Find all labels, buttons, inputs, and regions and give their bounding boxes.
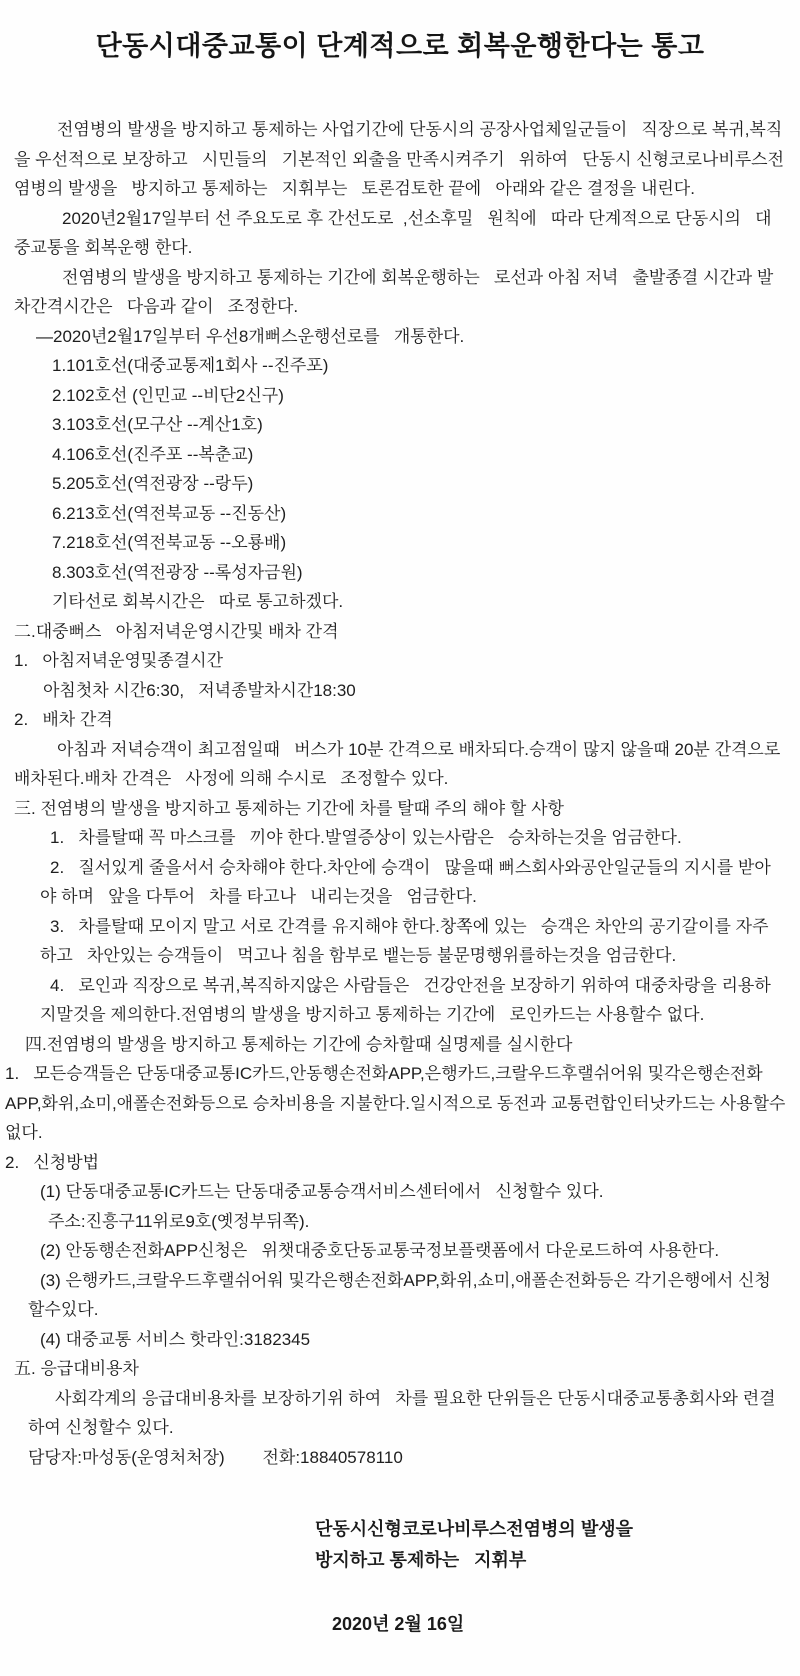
bus-route-item: 6.213호선(역전북교동 --진동산) [52, 503, 287, 523]
numbered-item: (3) 은행카드,크랄우드후랠쉬어워 및각은행손전화APP,화위,쇼미,애폴손전화등은 각기은행에서 신청할수있다. [28, 1270, 771, 1319]
numbered-item: 3. 차를탈때 모이지 말고 서로 간격를 유지해야 한다.창쪽에 있는 승객은 차안의 공기갈이를 자주 하고 차안있는 승객들이 먹고나 침을 함부로 뱉는등 불문명행위를하는것을 엄금한다. [40, 916, 774, 965]
bus-route-item: 4.106호선(진주포 --복춘교) [52, 444, 254, 464]
numbered-item: (2) 안동행손전화APP신청은 위챗대중호단동교통국정보플랫폼에서 다운로드하여 사용한다. [40, 1241, 720, 1260]
bus-route-item: 8.303호선(역전광장 --록성자금원) [52, 562, 303, 582]
document-line: 아침과 저녁승객이 최고점일때 버스가 10분 간격으로 배차되다.승객이 많지 않을때 20분 간격으로 배차된다.배차 간격은 사정에 의해 수시로 조정할수 있다. [14, 739, 785, 788]
document-line: 2020년2월17일부터 선 주요도로 후 간선도로 ,선소후밀 원칙에 따라 단계적으로 단동시의 대중교통을 회복운행 한다. [14, 208, 772, 257]
document-line: 기타선로 회복시간은 따로 통고하겠다. [52, 592, 344, 611]
section-heading: 二.대중뻐스 아침저녁운영시간및 배차 간격 [14, 621, 339, 641]
section-heading: 五. 응급대비용차 [14, 1359, 139, 1378]
signature-line: 방지하고 통제하는 지휘부 [315, 1550, 527, 1570]
numbered-item: 2. 배차 간격 [14, 710, 113, 729]
numbered-item: 4. 로인과 직장으로 복귀,복직하지않은 사람들은 건강안전을 보장하기 위하여 대중차랑을 리용하지말것을 제의한다.전염병의 발생을 방지하고 통제하는 기간에 로인카드는 사용할수 없다. [40, 975, 771, 1024]
signature-block [315, 1514, 786, 1576]
document-line: —2020년2월17일부터 우선8개뻐스운행선로를 개통한다. [36, 326, 465, 346]
numbered-item: (1) 단동대중교통IC카드는 단동대중교통승객서비스센터에서 신청할수 있다. [40, 1182, 604, 1201]
section-heading: 四.전염병의 발생을 방지하고 통제하는 기간에 승차할때 실명제를 실시한다 [25, 1034, 573, 1054]
numbered-item: 2. 질서있게 줄을서서 승차해야 한다.차안에 승객이 많을때 뻐스회사와공안일군들의 지시를 받아야 하며 앞을 다투어 차를 타고나 내리는것을 엄금한다. [40, 857, 771, 906]
bus-route-item: 2.102호선 (인민교 --비단2신구) [52, 385, 284, 405]
numbered-item: 1. 모든승객들은 단동대중교통IC카드,안동행손전화APP,은행카드,크랄우드후랠쉬어워 및각은행손전화APP,화위,쇼미,애폴손전화등으로 승차비용을 지불한다.일시적으로 동전과 교통련합인터낫카드는 사용할수 없다. [5, 1064, 791, 1142]
signature-line: 단동시신형코로나비루스전염병의 발생을 [315, 1519, 633, 1539]
bus-route-item: 5.205호선(역전광장 --랑두) [52, 474, 254, 493]
bus-route-item: 7.218호선(역전북교동 --오룡배) [52, 533, 287, 552]
numbered-item: 2. 신청방법 [5, 1152, 100, 1172]
hotline-line: (4) 대중교통 서비스 핫라인:3182345 [40, 1329, 311, 1349]
page-title: 단동시대중교통이 단계적으로 회복운행한다는 통고 [95, 31, 705, 61]
document-line: 사회각계의 응급대비용차를 보장하기위 하여 차를 필요한 단위들은 단동시대중교통총회사와 련결하여 신청할수 있다. [28, 1388, 776, 1437]
numbered-item: 1. 아침저녁운영및종결시간 [14, 651, 223, 670]
section-heading: 三. 전염병의 발생을 방지하고 통제하는 기간에 차를 탈때 주의 해야 할 사항 [14, 798, 564, 818]
bus-route-item: 3.103호선(모구산 --계산1호) [52, 415, 263, 434]
address-line: 주소:진흥구11위로9호(옛정부뒤쪽). [48, 1211, 310, 1231]
document-date: 2020년 2월 16일 [332, 1614, 465, 1634]
document-line: 아침첫차 시간6:30, 저녁종발차시간18:30 [43, 680, 356, 700]
bus-route-item: 1.101호선(대중교통제1회사 --진주포) [52, 356, 329, 375]
document-line: 전염병의 발생을 방지하고 통제하는 사업기간에 단동시의 공장사업체일군들이 직장으로 복귀,복직을 우선적으로 보장하고 시민들의 기본적인 외출을 만족시켜주기 위하여 단동시 신형코로나비루스전염병의 발생을 방지하고 통제하는 지휘부는 토론검토한 끝에 아래와 같은 결정을 내린다. [14, 120, 785, 198]
numbered-item: 1. 차를탈때 꼭 마스크를 끼야 한다.발열증상이 있는사람은 승차하는것을 엄금한다. [50, 828, 682, 847]
contact-line: 담당자:마성동(운영처처장) 전화:18840578110 [28, 1447, 403, 1467]
document-line: 전염병의 발생을 방지하고 통제하는 기간에 회복운행하는 로선과 아침 저녁 출발종결 시간과 발차간격시간은 다음과 같이 조정한다. [14, 267, 774, 316]
